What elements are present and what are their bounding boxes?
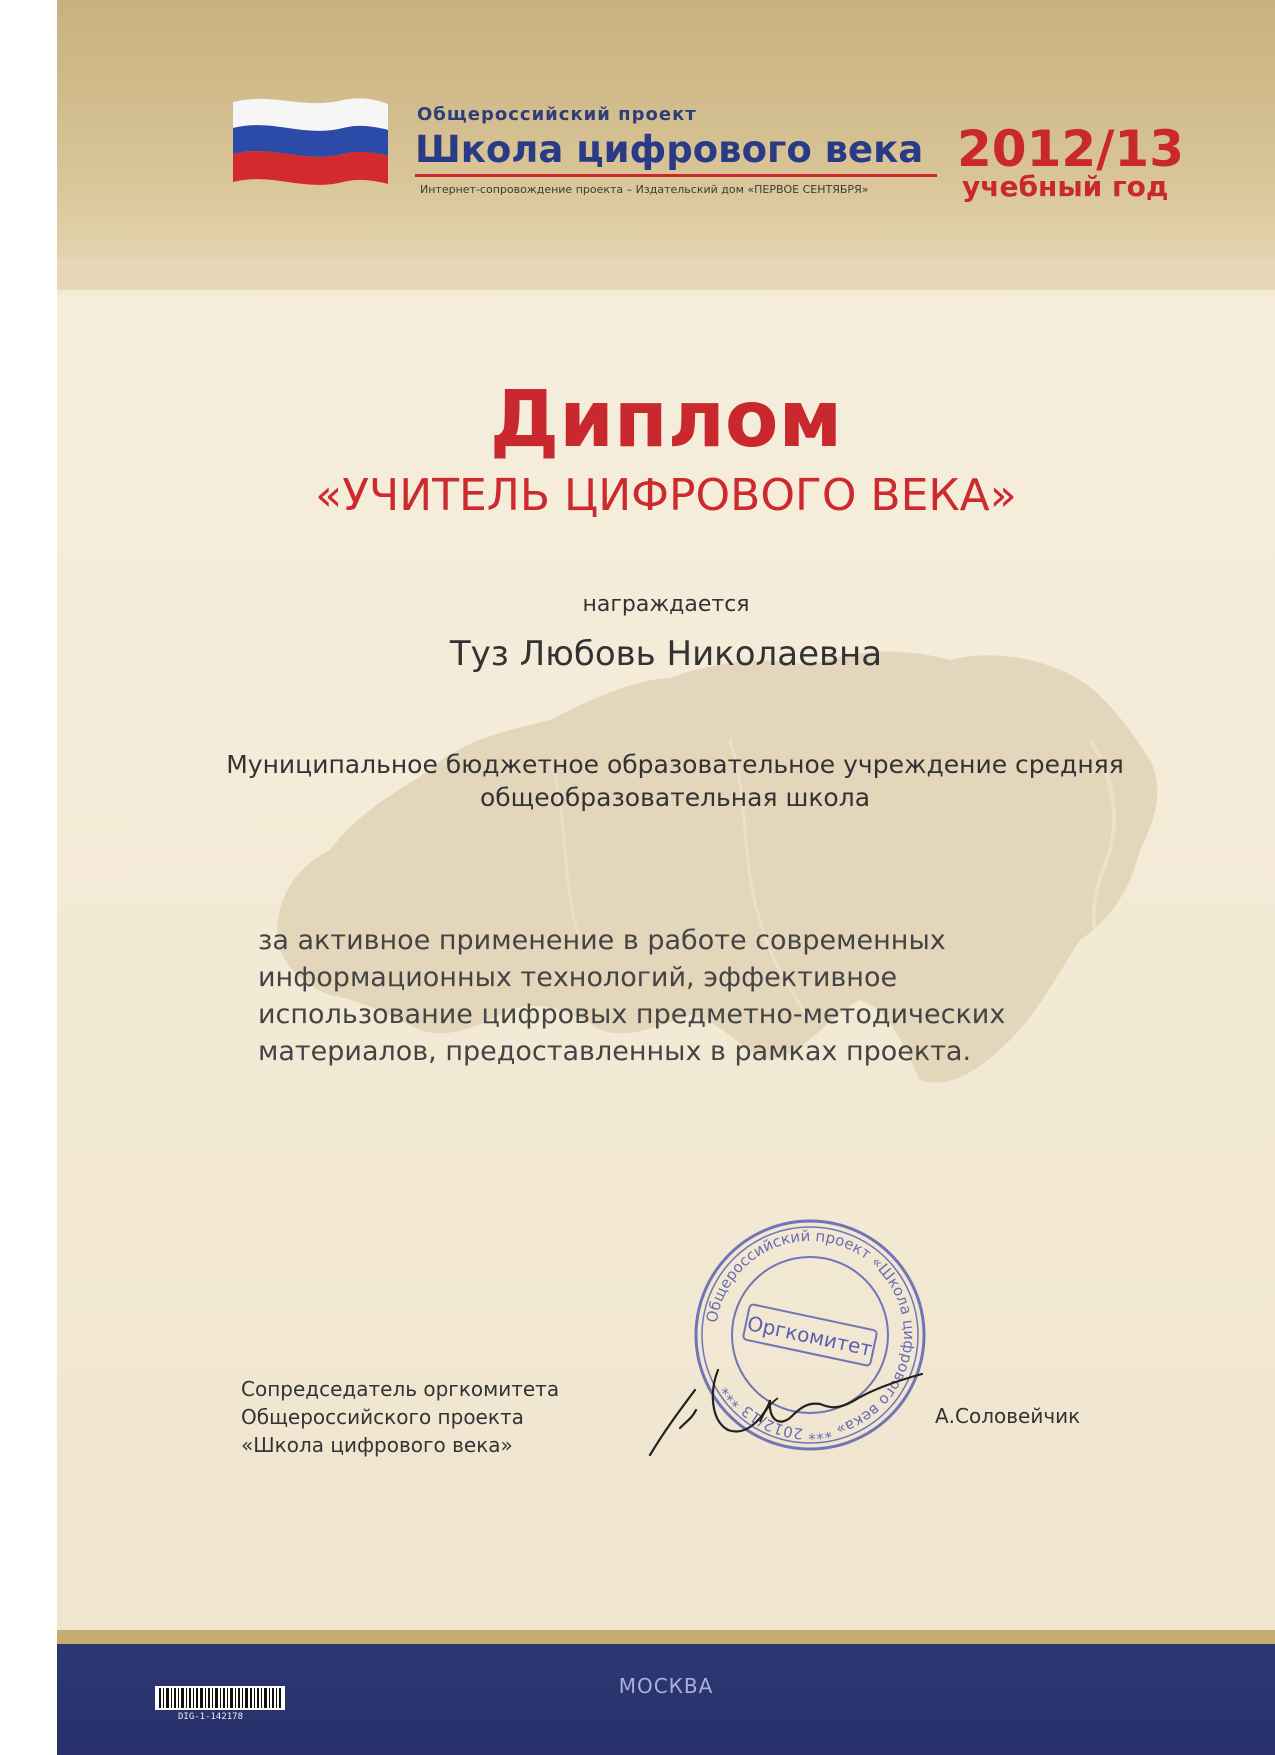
project-type: Общероссийский проект (417, 104, 697, 125)
school-line-1: Муниципальное бюджетное образовательное учреждение средняя (226, 750, 1124, 779)
chair-line-2: Общероссийского проекта (241, 1405, 524, 1429)
chair-title (241, 1375, 559, 1459)
chair-line-1: Сопредседатель оргкомитета (241, 1377, 560, 1401)
russian-flag-icon (233, 96, 388, 192)
reason-line-3: использование цифровых предметно-методических (258, 999, 1006, 1030)
project-name: Школа цифрового века (415, 128, 924, 171)
chair-line-3: «Школа цифрового века» (241, 1433, 513, 1457)
seal-ring-text: Общероссийский проект «Школа цифрового века» *** 2012/13 *** (702, 1226, 919, 1444)
reason-line-4: материалов, предоставленных в рамках проекта. (258, 1036, 972, 1067)
awarded-label: награждается (582, 592, 750, 617)
school-name (150, 748, 1200, 814)
handwritten-signature (640, 1330, 930, 1460)
barcode-icon (155, 1686, 285, 1710)
diploma-title: Диплом (489, 375, 843, 465)
reason-line-1: за активное применение в работе современных (258, 925, 946, 956)
reason-line-2: информационных технологий, эффективное (258, 962, 898, 993)
academic-year: 2012/13 (957, 120, 1185, 178)
award-reason (258, 922, 1058, 1070)
diploma-subtitle: «УЧИТЕЛЬ ЦИФРОВОГО ВЕКА» (315, 470, 1017, 521)
header-divider (415, 174, 937, 177)
school-line-2: общеобразовательная школа (479, 783, 871, 812)
academic-year-label: учебный год (962, 170, 1169, 203)
recipient-name: Туз Любовь Николаевна (449, 634, 883, 674)
seal-center-text: Оргкомитет (745, 1311, 875, 1361)
support-line: Интернет-сопровождение проекта – Издательский дом «ПЕРВОЕ СЕНТЯБРЯ» (420, 183, 869, 196)
signer-name: А.Соловейчик (935, 1404, 1081, 1428)
barcode-number: DIG-1-142178 (178, 1712, 244, 1722)
footer-gold-stripe (57, 1630, 1275, 1644)
city-label: МОСКВА (618, 1674, 714, 1698)
header-fade (57, 260, 1275, 300)
